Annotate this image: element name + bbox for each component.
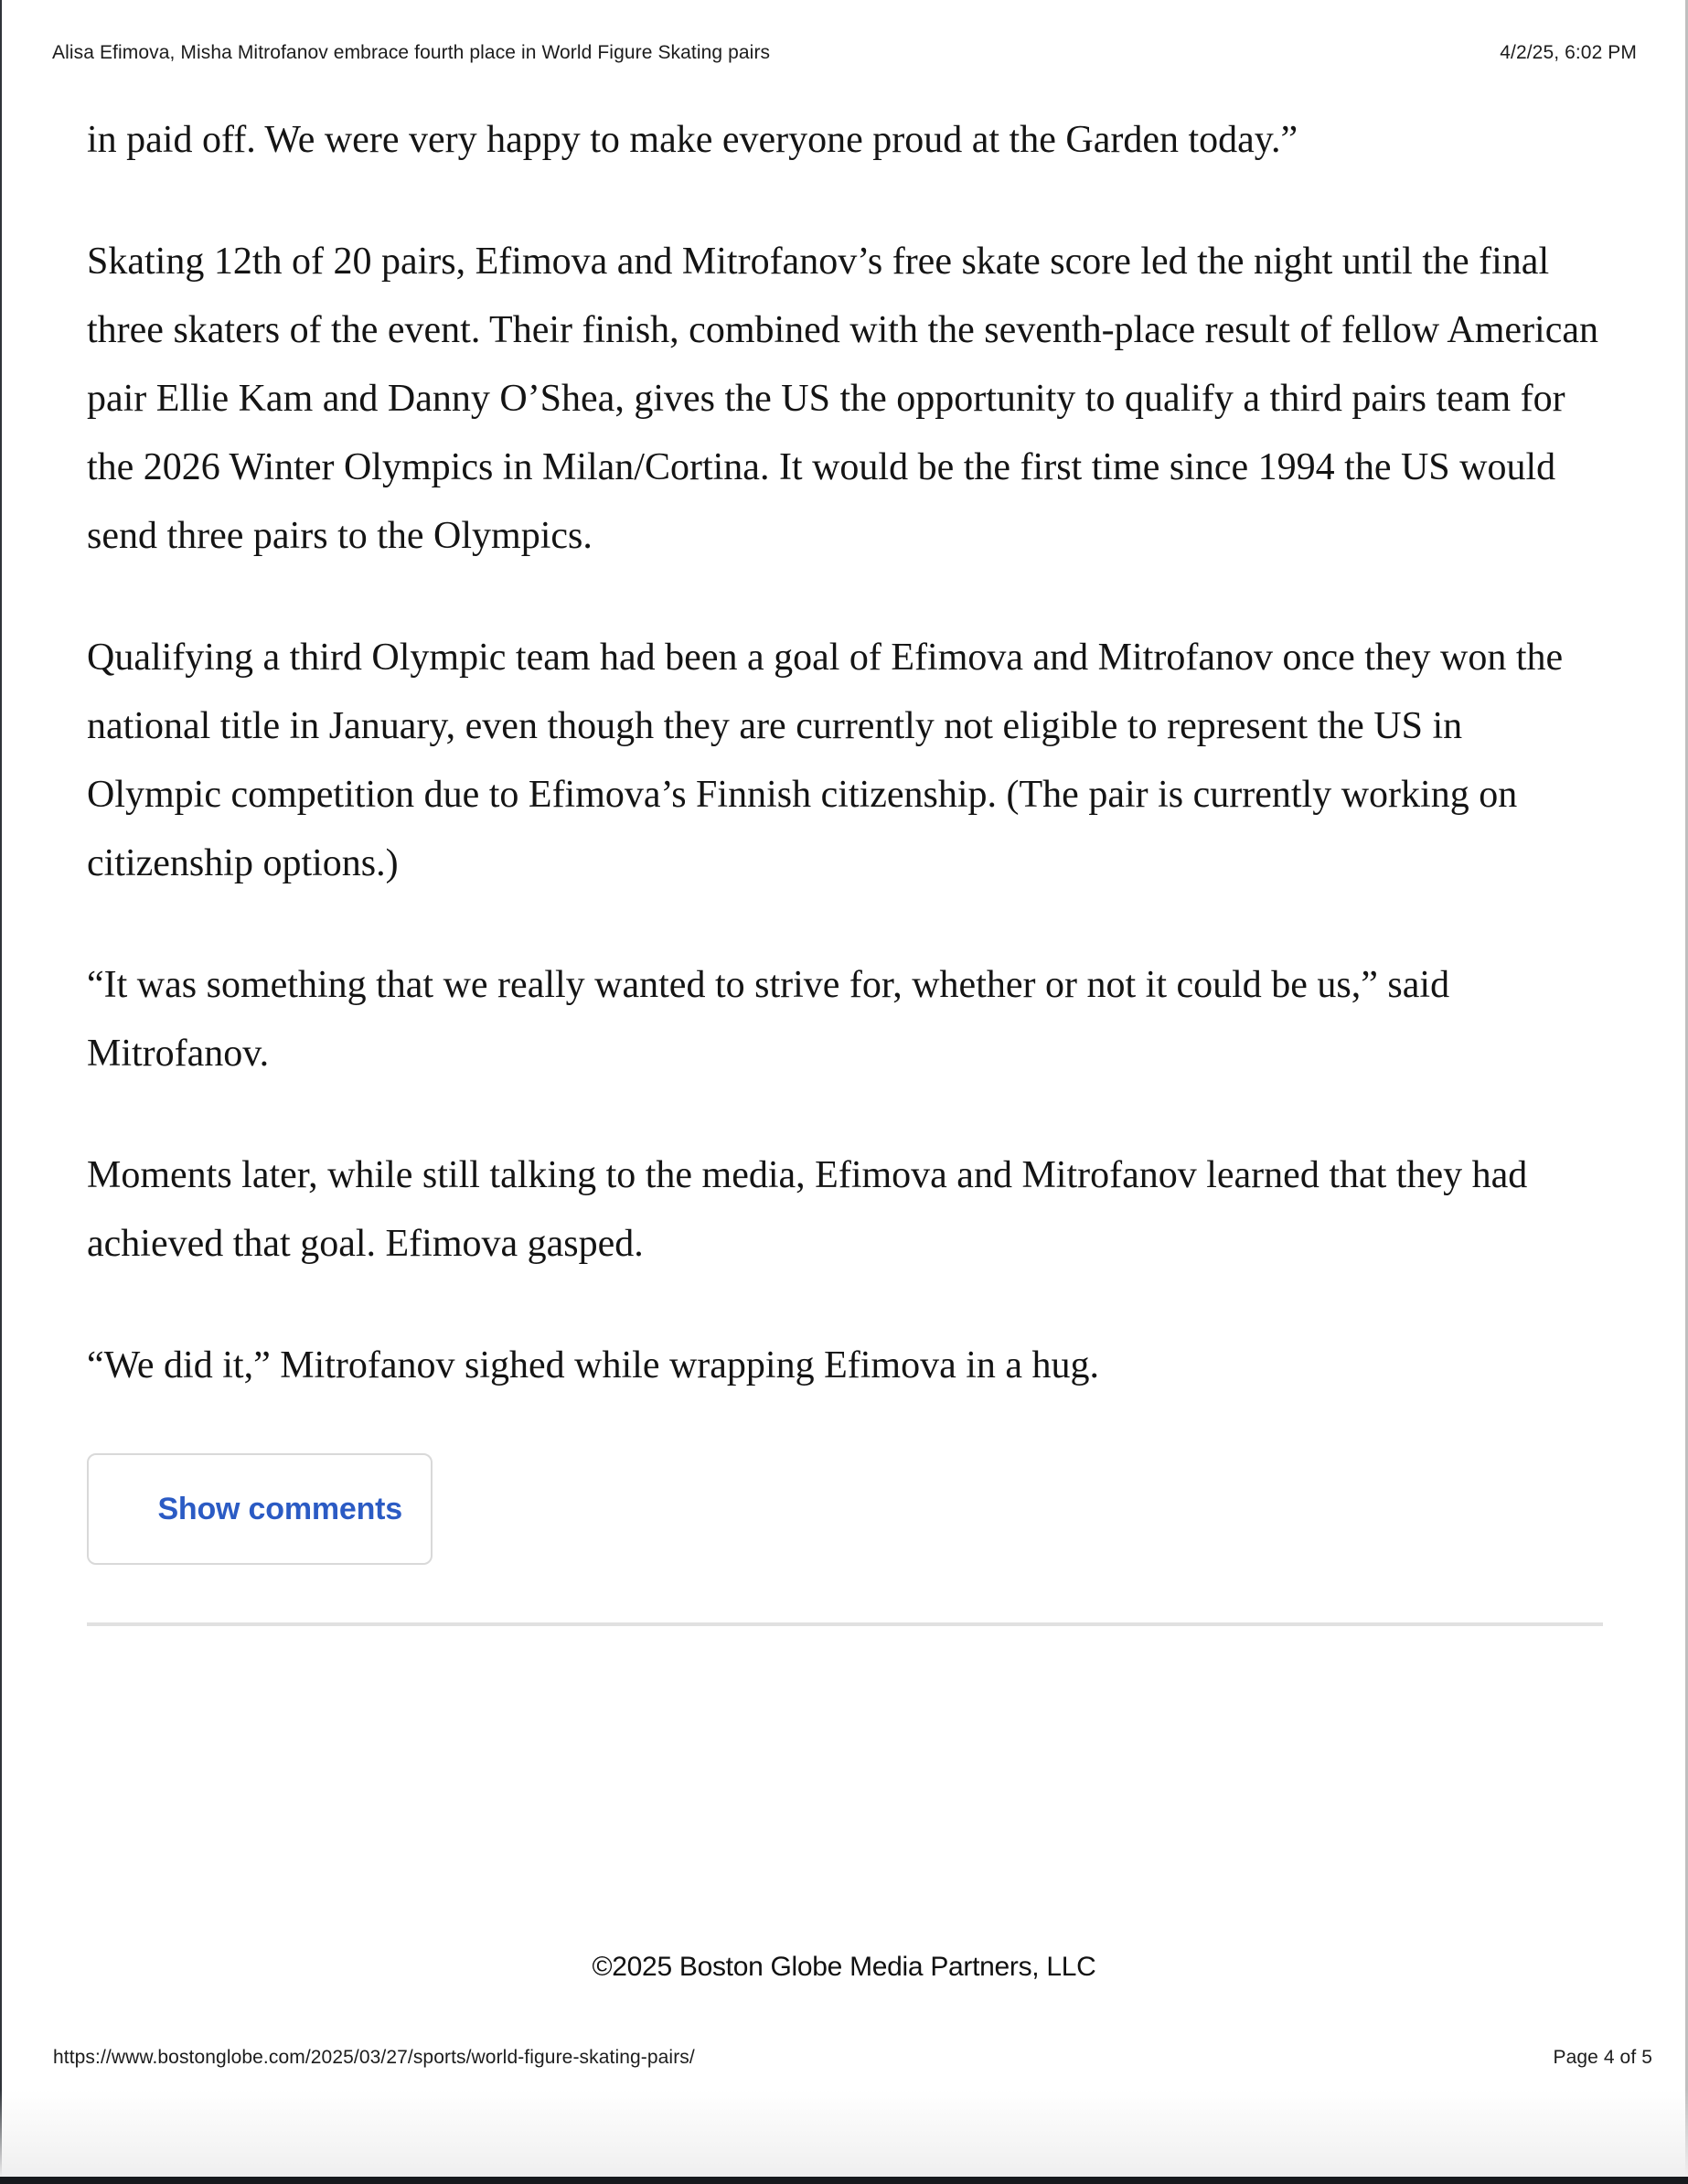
article-paragraph: “We did it,” Mitrofanov sighed while wrapping Efimova in a hug. bbox=[87, 1344, 1100, 1386]
page-indicator: Page 4 of 5 bbox=[1553, 2047, 1652, 2068]
bottom-bar bbox=[0, 2177, 1688, 2184]
print-footer bbox=[0, 2047, 1688, 2069]
print-header bbox=[0, 0, 1688, 64]
article-body bbox=[87, 0, 1601, 1400]
window-left-edge bbox=[0, 0, 2, 2184]
source-url: https://www.bostonglobe.com/2025/03/27/sports/world-figure-skating-pairs/ bbox=[53, 2047, 695, 2068]
article-paragraph: Moments later, while still talking to the media, Efimova and Mitrofanov learned that they had achieved that goal. Efimova gasped. bbox=[87, 1154, 1528, 1265]
article-paragraph: Skating 12th of 20 pairs, Efimova and Mitrofanov’s free skate score led the night until the final three skaters of the event. Their finish, combined with the seventh-place result of fellow American pair Ellie Kam and Danny O’Shea, gives the US the opportunity to qualify a third pairs team for the 2026 Winter Olympics in Milan/Cortina. It would be the first time since 1994 the US would send three pairs to the Olympics. bbox=[87, 241, 1599, 557]
section-divider bbox=[87, 1622, 1603, 1626]
print-header-title: Alisa Efimova, Misha Mitrofanov embrace fourth place in World Figure Skating pairs bbox=[52, 42, 771, 63]
article-paragraph: “It was something that we really wanted to strive for, whether or not it could be us,” said Mitrofanov. bbox=[87, 964, 1450, 1075]
comments-section bbox=[87, 1453, 1688, 1565]
print-header-datetime: 4/2/25, 6:02 PM bbox=[1500, 42, 1637, 63]
show-comments-button[interactable] bbox=[87, 1453, 433, 1565]
article-paragraph: Qualifying a third Olympic team had been a goal of Efimova and Mitrofanov once they won the national title in January, even though they are currently not eligible to represent the US in Olympic competition due to Efimova’s Finnish citizenship. (The pair is currently working on citizenship options.) bbox=[87, 637, 1564, 884]
show-comments-label: Show comments bbox=[157, 1491, 402, 1526]
bottom-fade bbox=[0, 2090, 1688, 2177]
article-paragraph: in paid off. We were very happy to make everyone proud at the Garden today.” bbox=[87, 119, 1298, 161]
copyright-notice: ©2025 Boston Globe Media Partners, LLC bbox=[592, 1952, 1096, 1982]
